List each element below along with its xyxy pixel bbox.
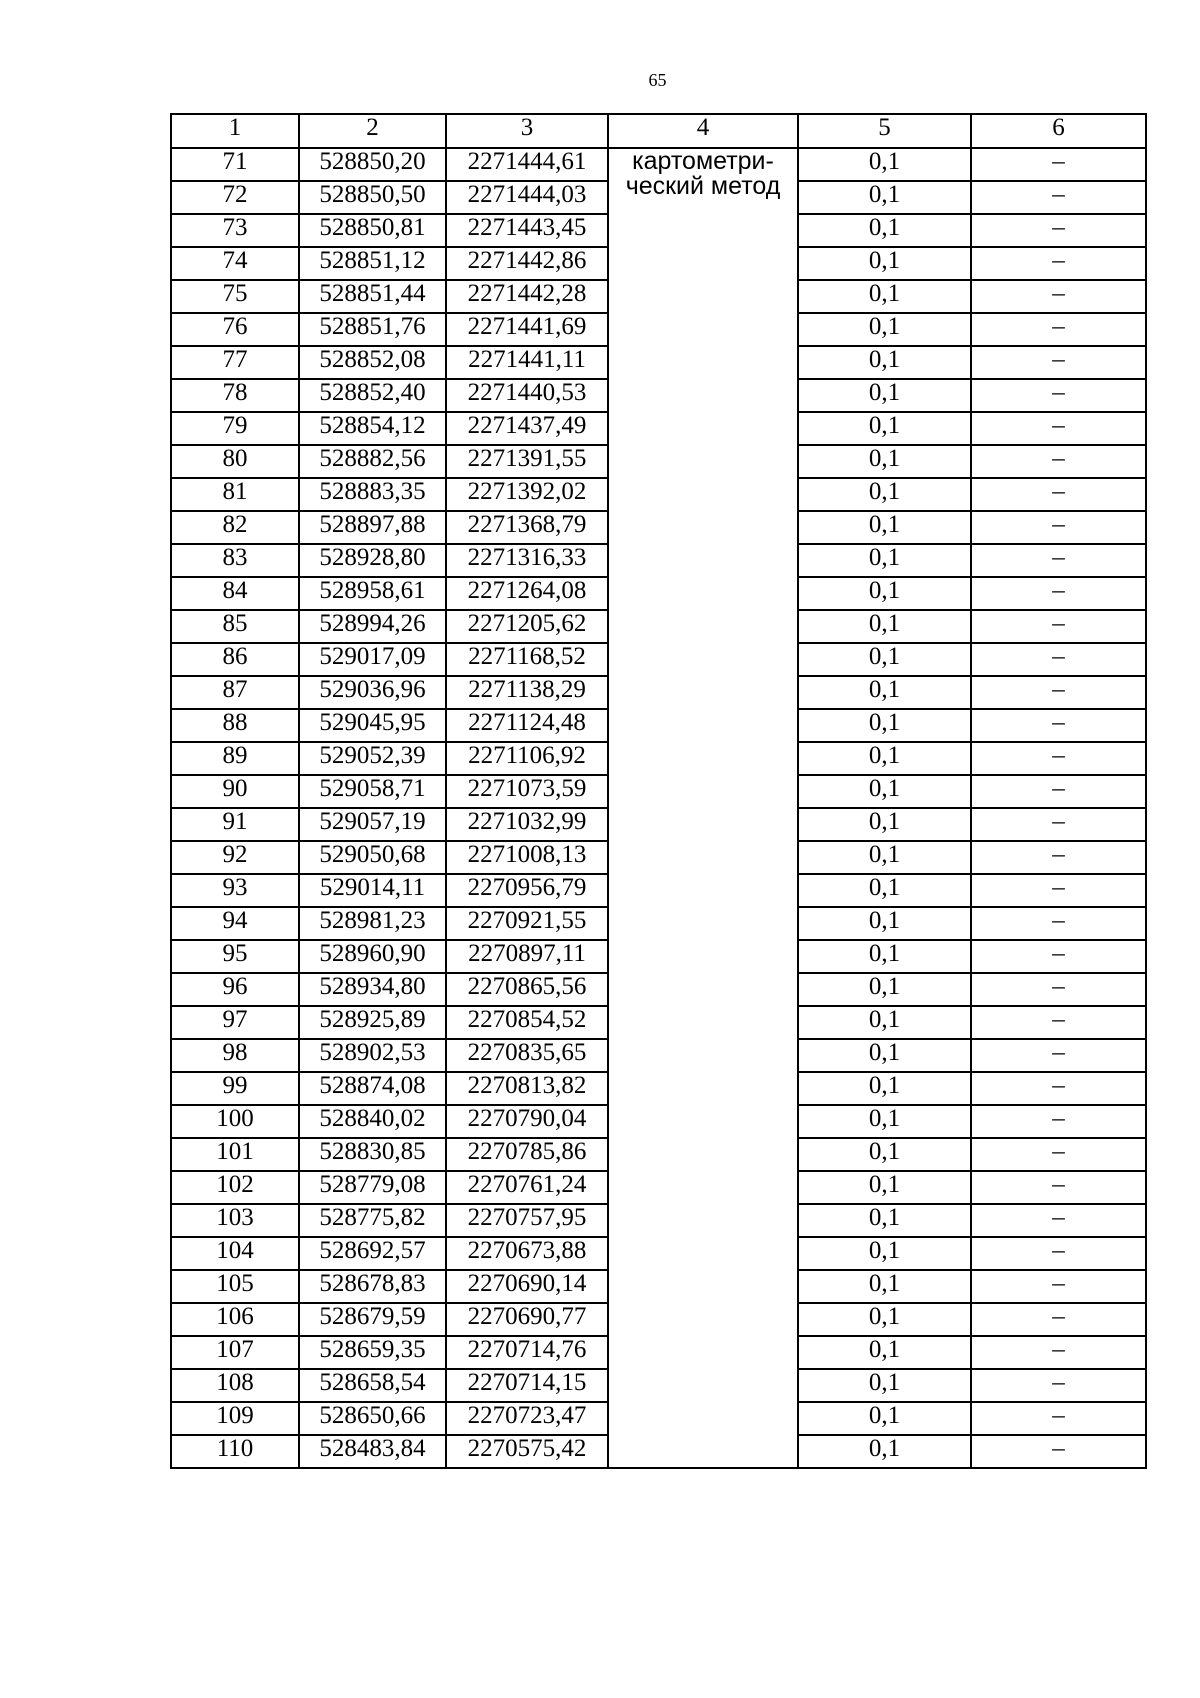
y-coordinate-cell: 2270813,82: [446, 1072, 608, 1105]
description-cell: –: [971, 1336, 1146, 1369]
point-number-cell: 71: [171, 148, 299, 181]
description-cell: –: [971, 1270, 1146, 1303]
accuracy-cell: 0,1: [798, 1369, 971, 1402]
y-coordinate-cell: 2271073,59: [446, 775, 608, 808]
y-coordinate-cell: 2270761,24: [446, 1171, 608, 1204]
x-coordinate-cell: 528775,82: [299, 1204, 446, 1237]
accuracy-cell: 0,1: [798, 148, 971, 181]
column-header: 5: [798, 114, 971, 148]
point-number-cell: 104: [171, 1237, 299, 1270]
table-row: [171, 148, 1146, 181]
accuracy-cell: 0,1: [798, 478, 971, 511]
x-coordinate-cell: 528851,44: [299, 280, 446, 313]
description-cell: –: [971, 1435, 1146, 1468]
description-cell: –: [971, 1039, 1146, 1072]
x-coordinate-cell: 528882,56: [299, 445, 446, 478]
accuracy-cell: 0,1: [798, 709, 971, 742]
point-number-cell: 96: [171, 973, 299, 1006]
y-coordinate-cell: 2271124,48: [446, 709, 608, 742]
y-coordinate-cell: 2271168,52: [446, 643, 608, 676]
method-text: картометри- ческий метод: [625, 147, 781, 200]
y-coordinate-cell: 2271391,55: [446, 445, 608, 478]
description-cell: –: [971, 445, 1146, 478]
accuracy-cell: 0,1: [798, 1006, 971, 1039]
point-number-cell: 102: [171, 1171, 299, 1204]
point-number-cell: 106: [171, 1303, 299, 1336]
x-coordinate-cell: 529014,11: [299, 874, 446, 907]
x-coordinate-cell: 528483,84: [299, 1435, 446, 1468]
point-number-cell: 82: [171, 511, 299, 544]
accuracy-cell: 0,1: [798, 1138, 971, 1171]
point-number-cell: 76: [171, 313, 299, 346]
y-coordinate-cell: 2270723,47: [446, 1402, 608, 1435]
y-coordinate-cell: 2271032,99: [446, 808, 608, 841]
description-cell: –: [971, 676, 1146, 709]
y-coordinate-cell: 2271444,03: [446, 181, 608, 214]
point-number-cell: 80: [171, 445, 299, 478]
description-cell: –: [971, 214, 1146, 247]
x-coordinate-cell: 528679,59: [299, 1303, 446, 1336]
method-cell: [608, 148, 798, 1468]
accuracy-cell: 0,1: [798, 544, 971, 577]
point-number-cell: 90: [171, 775, 299, 808]
table-body: [171, 148, 1146, 1468]
y-coordinate-cell: 2271441,69: [446, 313, 608, 346]
accuracy-cell: 0,1: [798, 346, 971, 379]
point-number-cell: 107: [171, 1336, 299, 1369]
description-cell: –: [971, 544, 1146, 577]
y-coordinate-cell: 2270865,56: [446, 973, 608, 1006]
y-coordinate-cell: 2271440,53: [446, 379, 608, 412]
description-cell: –: [971, 511, 1146, 544]
description-cell: –: [971, 181, 1146, 214]
description-cell: –: [971, 412, 1146, 445]
point-number-cell: 89: [171, 742, 299, 775]
point-number-cell: 101: [171, 1138, 299, 1171]
accuracy-cell: 0,1: [798, 1270, 971, 1303]
accuracy-cell: 0,1: [798, 643, 971, 676]
y-coordinate-cell: 2271368,79: [446, 511, 608, 544]
accuracy-cell: 0,1: [798, 841, 971, 874]
accuracy-cell: 0,1: [798, 214, 971, 247]
x-coordinate-cell: 528852,08: [299, 346, 446, 379]
accuracy-cell: 0,1: [798, 808, 971, 841]
description-cell: –: [971, 940, 1146, 973]
description-cell: –: [971, 907, 1146, 940]
y-coordinate-cell: 2271008,13: [446, 841, 608, 874]
y-coordinate-cell: 2270956,79: [446, 874, 608, 907]
x-coordinate-cell: 528851,76: [299, 313, 446, 346]
x-coordinate-cell: 529058,71: [299, 775, 446, 808]
y-coordinate-cell: 2271264,08: [446, 577, 608, 610]
x-coordinate-cell: 529052,39: [299, 742, 446, 775]
y-coordinate-cell: 2271392,02: [446, 478, 608, 511]
accuracy-cell: 0,1: [798, 445, 971, 478]
x-coordinate-cell: 528658,54: [299, 1369, 446, 1402]
x-coordinate-cell: 528958,61: [299, 577, 446, 610]
y-coordinate-cell: 2270757,95: [446, 1204, 608, 1237]
accuracy-cell: 0,1: [798, 1072, 971, 1105]
y-coordinate-cell: 2271442,28: [446, 280, 608, 313]
y-coordinate-cell: 2270921,55: [446, 907, 608, 940]
description-cell: –: [971, 1138, 1146, 1171]
description-cell: –: [971, 148, 1146, 181]
point-number-cell: 92: [171, 841, 299, 874]
y-coordinate-cell: 2271443,45: [446, 214, 608, 247]
point-number-cell: 85: [171, 610, 299, 643]
accuracy-cell: 0,1: [798, 1303, 971, 1336]
point-number-cell: 77: [171, 346, 299, 379]
point-number-cell: 84: [171, 577, 299, 610]
x-coordinate-cell: 528897,88: [299, 511, 446, 544]
x-coordinate-cell: 528852,40: [299, 379, 446, 412]
y-coordinate-cell: 2271444,61: [446, 148, 608, 181]
point-number-cell: 109: [171, 1402, 299, 1435]
table-header-row: [171, 114, 1146, 148]
description-cell: –: [971, 478, 1146, 511]
accuracy-cell: 0,1: [798, 412, 971, 445]
coordinates-table: [170, 113, 1147, 1469]
y-coordinate-cell: 2270714,15: [446, 1369, 608, 1402]
description-cell: –: [971, 1303, 1146, 1336]
accuracy-cell: 0,1: [798, 940, 971, 973]
y-coordinate-cell: 2270690,77: [446, 1303, 608, 1336]
point-number-cell: 87: [171, 676, 299, 709]
point-number-cell: 100: [171, 1105, 299, 1138]
x-coordinate-cell: 528981,23: [299, 907, 446, 940]
x-coordinate-cell: 528850,50: [299, 181, 446, 214]
description-cell: –: [971, 643, 1146, 676]
description-cell: –: [971, 577, 1146, 610]
y-coordinate-cell: 2270854,52: [446, 1006, 608, 1039]
accuracy-cell: 0,1: [798, 247, 971, 280]
y-coordinate-cell: 2270785,86: [446, 1138, 608, 1171]
description-cell: –: [971, 379, 1146, 412]
x-coordinate-cell: 528960,90: [299, 940, 446, 973]
x-coordinate-cell: 528874,08: [299, 1072, 446, 1105]
x-coordinate-cell: 528830,85: [299, 1138, 446, 1171]
y-coordinate-cell: 2270690,14: [446, 1270, 608, 1303]
accuracy-cell: 0,1: [798, 1435, 971, 1468]
description-cell: –: [971, 874, 1146, 907]
y-coordinate-cell: 2270673,88: [446, 1237, 608, 1270]
x-coordinate-cell: 528678,83: [299, 1270, 446, 1303]
point-number-cell: 105: [171, 1270, 299, 1303]
description-cell: –: [971, 1204, 1146, 1237]
accuracy-cell: 0,1: [798, 874, 971, 907]
description-cell: –: [971, 1171, 1146, 1204]
point-number-cell: 72: [171, 181, 299, 214]
point-number-cell: 110: [171, 1435, 299, 1468]
description-cell: –: [971, 742, 1146, 775]
x-coordinate-cell: 528925,89: [299, 1006, 446, 1039]
description-cell: –: [971, 1006, 1146, 1039]
x-coordinate-cell: 528840,02: [299, 1105, 446, 1138]
point-number-cell: 93: [171, 874, 299, 907]
point-number-cell: 94: [171, 907, 299, 940]
point-number-cell: 83: [171, 544, 299, 577]
point-number-cell: 75: [171, 280, 299, 313]
point-number-cell: 73: [171, 214, 299, 247]
point-number-cell: 99: [171, 1072, 299, 1105]
x-coordinate-cell: 528659,35: [299, 1336, 446, 1369]
point-number-cell: 88: [171, 709, 299, 742]
y-coordinate-cell: 2270835,65: [446, 1039, 608, 1072]
x-coordinate-cell: 528902,53: [299, 1039, 446, 1072]
accuracy-cell: 0,1: [798, 511, 971, 544]
description-cell: –: [971, 313, 1146, 346]
y-coordinate-cell: 2271442,86: [446, 247, 608, 280]
point-number-cell: 81: [171, 478, 299, 511]
column-header: 2: [299, 114, 446, 148]
description-cell: –: [971, 1402, 1146, 1435]
point-number-cell: 98: [171, 1039, 299, 1072]
point-number-cell: 78: [171, 379, 299, 412]
description-cell: –: [971, 1369, 1146, 1402]
accuracy-cell: 0,1: [798, 742, 971, 775]
description-cell: –: [971, 841, 1146, 874]
page-number: 65: [648, 70, 667, 90]
x-coordinate-cell: 528928,80: [299, 544, 446, 577]
y-coordinate-cell: 2271441,11: [446, 346, 608, 379]
description-cell: –: [971, 775, 1146, 808]
description-cell: –: [971, 346, 1146, 379]
column-header: 4: [608, 114, 798, 148]
y-coordinate-cell: 2270897,11: [446, 940, 608, 973]
column-header: 6: [971, 114, 1146, 148]
x-coordinate-cell: 528850,20: [299, 148, 446, 181]
point-number-cell: 74: [171, 247, 299, 280]
description-cell: –: [971, 1237, 1146, 1270]
description-cell: –: [971, 973, 1146, 1006]
accuracy-cell: 0,1: [798, 1171, 971, 1204]
accuracy-cell: 0,1: [798, 280, 971, 313]
y-coordinate-cell: 2271316,33: [446, 544, 608, 577]
accuracy-cell: 0,1: [798, 577, 971, 610]
x-coordinate-cell: 528994,26: [299, 610, 446, 643]
y-coordinate-cell: 2271138,29: [446, 676, 608, 709]
y-coordinate-cell: 2270714,76: [446, 1336, 608, 1369]
column-header: 1: [171, 114, 299, 148]
description-cell: –: [971, 610, 1146, 643]
point-number-cell: 95: [171, 940, 299, 973]
column-header: 3: [446, 114, 608, 148]
accuracy-cell: 0,1: [798, 1336, 971, 1369]
x-coordinate-cell: 529057,19: [299, 808, 446, 841]
y-coordinate-cell: 2270790,04: [446, 1105, 608, 1138]
point-number-cell: 86: [171, 643, 299, 676]
x-coordinate-cell: 528692,57: [299, 1237, 446, 1270]
accuracy-cell: 0,1: [798, 775, 971, 808]
accuracy-cell: 0,1: [798, 1039, 971, 1072]
x-coordinate-cell: 529017,09: [299, 643, 446, 676]
description-cell: –: [971, 280, 1146, 313]
point-number-cell: 91: [171, 808, 299, 841]
x-coordinate-cell: 528650,66: [299, 1402, 446, 1435]
point-number-cell: 103: [171, 1204, 299, 1237]
accuracy-cell: 0,1: [798, 379, 971, 412]
description-cell: –: [971, 247, 1146, 280]
x-coordinate-cell: 528850,81: [299, 214, 446, 247]
accuracy-cell: 0,1: [798, 181, 971, 214]
y-coordinate-cell: 2271437,49: [446, 412, 608, 445]
description-cell: –: [971, 808, 1146, 841]
y-coordinate-cell: 2270575,42: [446, 1435, 608, 1468]
x-coordinate-cell: 529045,95: [299, 709, 446, 742]
accuracy-cell: 0,1: [798, 907, 971, 940]
accuracy-cell: 0,1: [798, 1105, 971, 1138]
accuracy-cell: 0,1: [798, 313, 971, 346]
accuracy-cell: 0,1: [798, 1237, 971, 1270]
accuracy-cell: 0,1: [798, 1204, 971, 1237]
accuracy-cell: 0,1: [798, 973, 971, 1006]
description-cell: –: [971, 709, 1146, 742]
x-coordinate-cell: 529036,96: [299, 676, 446, 709]
x-coordinate-cell: 528854,12: [299, 412, 446, 445]
x-coordinate-cell: 528851,12: [299, 247, 446, 280]
x-coordinate-cell: 528934,80: [299, 973, 446, 1006]
accuracy-cell: 0,1: [798, 1402, 971, 1435]
description-cell: –: [971, 1105, 1146, 1138]
x-coordinate-cell: 529050,68: [299, 841, 446, 874]
point-number-cell: 108: [171, 1369, 299, 1402]
accuracy-cell: 0,1: [798, 610, 971, 643]
y-coordinate-cell: 2271106,92: [446, 742, 608, 775]
x-coordinate-cell: 528883,35: [299, 478, 446, 511]
point-number-cell: 79: [171, 412, 299, 445]
accuracy-cell: 0,1: [798, 676, 971, 709]
point-number-cell: 97: [171, 1006, 299, 1039]
y-coordinate-cell: 2271205,62: [446, 610, 608, 643]
x-coordinate-cell: 528779,08: [299, 1171, 446, 1204]
description-cell: –: [971, 1072, 1146, 1105]
